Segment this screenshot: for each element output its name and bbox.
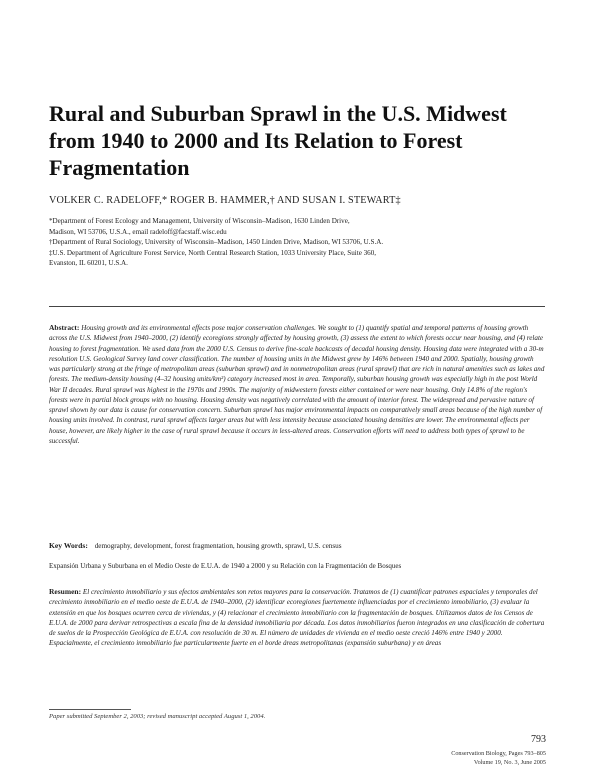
resumen [49,587,545,649]
affiliation-line: †Department of Rural Sociology, University of Wisconsin–Madison, 1450 Linden Drive, Madison, WI 53706, U.S.A. [49,238,384,247]
footnote-divider [49,709,131,710]
journal-line: Conservation Biology, Pages 793–805 [451,750,546,757]
affiliation-line: *Department of Forest Ecology and Management, University of Wisconsin–Madison, 1630 Linden Drive, [49,217,350,225]
affiliation-line: Evanston, IL 60201, U.S.A. [49,259,128,268]
resumen-text: El crecimiento inmobiliario y sus efectos ambientales son retos mayores para la conservación. Tratamos de (1) cuantificar patrones espaciales y temporales del crecimiento inmobiliario en el medio oeste de E.U.A. de 1940–2000, (2) identificar ecoregiones fuertemente influenciadas por el crecimiento inmobiliario, (3) evaluar la extensión en que los bosques ocurren cerca de viviendas, y (4) relacionar el crecimiento inmobiliario con la fragmentación de bosques. Utilizamos datos de los Censos de E.U.A. de 2000 para derivar retrospectivas a escala fina de la densidad inmobiliaria por década. Los datos inmobiliarios fueron integrados en una clasificación de cobertura de suelos de la Prospección Geológica de E.U.A. con resolución de 30 m. El número de unidades de vivienda en el medio oeste creció 146% entre 1940 y 2000. Espacialmente, el crecimiento inmobiliario fue particularmente fuerte en el borde áreas metropolitanas (expansión suburbana) y en áreas [49,588,545,648]
author-list: VOLKER C. RADELOFF,* ROGER B. HAMMER,† AND SUSAN I. STEWART‡ [49,195,401,206]
affiliations [49,216,549,269]
journal-line: Volume 19, No. 3, June 2005 [473,758,546,766]
spanish-title: Expansión Urbana y Suburbana en el Medio Oeste de E.U.A. de 1940 a 2000 y su Relación con la Fragmentación de Bosques [49,562,402,570]
title-line: Rural and Suburban Sprawl in the U.S. Midwest [49,101,507,126]
keywords-label: Key Words: [49,541,88,550]
title-line: from 1940 to 2000 and Its Relation to Forest [49,128,463,153]
abstract [49,323,545,446]
article-title [49,100,549,181]
section-divider [49,306,545,307]
affiliation-line: ‡U.S. Department of Agriculture Forest Service, North Central Research Station, 1033 University Place, Suite 360, [49,248,377,257]
resumen-label: Resumen: [49,587,82,596]
affiliation-line: Madison, WI 53706, U.S.A., email radeloff@facstaff.wisc.edu [49,227,227,236]
footnote: Paper submitted September 2, 2003; revised manuscript accepted August 1, 2004. [49,713,266,720]
journal-citation [451,750,546,767]
keywords [49,541,545,550]
title-line: Fragmentation [49,155,190,180]
abstract-text: Housing growth and its environmental effects pose major conservation challenges. We sought to (1) quantify spatial and temporal patterns of housing growth across the U.S. Midwest from 1940–2000, (2) identify ecoregions strongly affected by housing growth, (3) assess the extent to which forests occur near housing, and (4) relate housing to forest fragmentation. We used data from the 2000 U.S. Census to derive fine-scale backcasts of decadal housing density. Housing data were integrated with a 30-m resolution U.S. Geological Survey land cover classification. The number of housing units in the Midwest grew by 146% between 1940 and 2000. Spatially, housing growth was particularly strong at the fringe of metropolitan areas (suburban sprawl) and in nonmetropolitan areas (rural sprawl) that are rich in natural amenities such as lakes and forests. The medium-density housing (4–32 housing units/km²) category increased most in area. Temporally, suburban housing growth was especially high in the post World War II decades. Rural sprawl was highest in the 1970s and 1990s. The majority of midwestern forests either contained or were near housing. Only 14.8% of the region's forests were in partial block groups with no housing. Housing density was negatively correlated with the amount of interior forest. The widespread and pervasive nature of sprawl shown by our data is cause for conservation concern. Suburban sprawl has major environmental impacts on comparatively small areas because of the high number of housing units involved. In contrast, rural sprawl affects larger areas but with less intensity because associated housing densities are lower. The environmental effects per house, however, are likely higher in the case of rural sprawl because it occurs in less-altered areas. Conservation efforts will need to address both types of sprawl to be successful. [49,324,545,445]
page-number: 793 [531,734,546,745]
abstract-label: Abstract: [49,323,80,332]
keywords-text: demography, development, forest fragmentation, housing growth, sprawl, U.S. census [94,542,342,550]
